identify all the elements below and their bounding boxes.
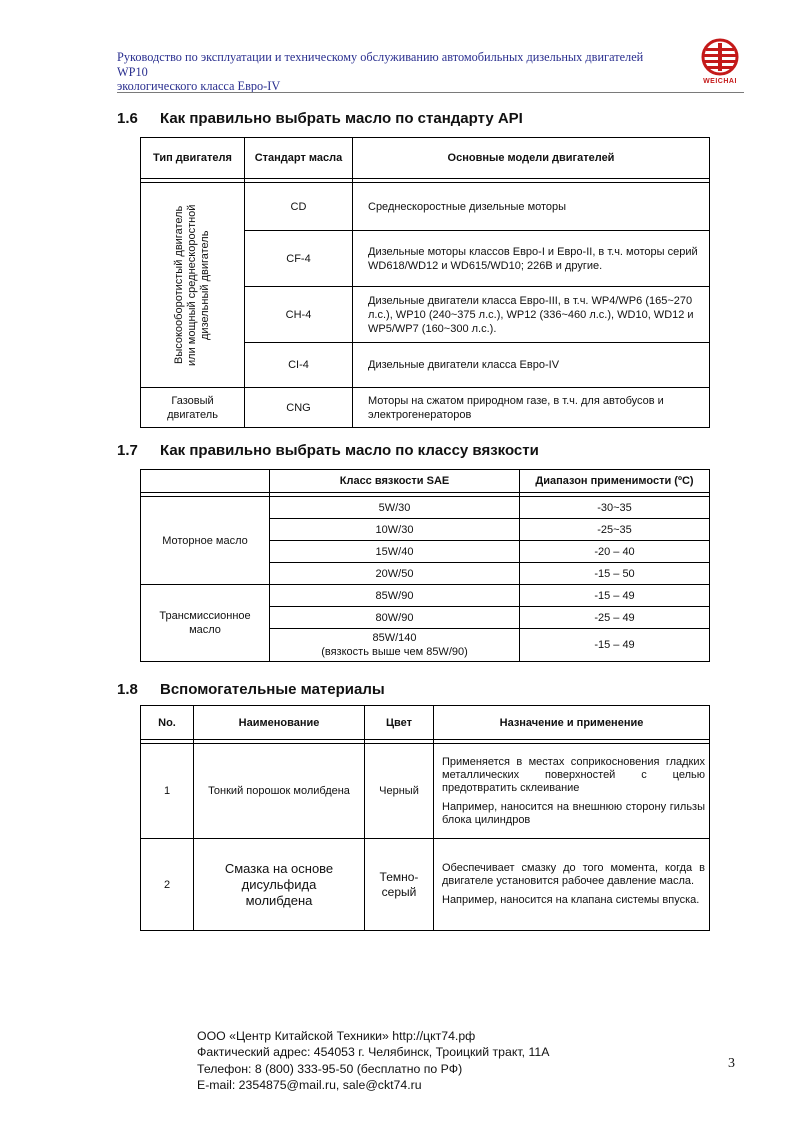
sae-class-cell — [270, 629, 520, 662]
transmission-oil-label: Трансмиссионное масло — [141, 585, 270, 662]
purpose-text: Обеспечивает смазку до того момента, когда в двигателе установится рабочее давление масла. — [442, 862, 705, 887]
footer-company: ООО «Центр Китайской Техники» http://цкт74.рф — [197, 1029, 476, 1043]
col-header-oil-standard: Стандарт масла — [245, 138, 353, 179]
header-divider — [117, 92, 744, 93]
col-header-temperature-range: Диапазон применимости (ºC) — [520, 470, 710, 493]
sae-class: 10W/30 — [270, 519, 520, 541]
section-number: 1.6 — [117, 110, 138, 127]
footer-address: Фактический адрес: 454053 г. Челябинск, Троицкий тракт, 11А — [197, 1045, 550, 1060]
purpose-text: Применяется в местах соприкосновения гладких металлических поверхностей с целью предотвратить склеивание — [442, 755, 705, 794]
weichai-logo-icon — [697, 38, 743, 90]
page-number: 3 — [728, 1056, 735, 1071]
col-header-number: No. — [141, 706, 194, 740]
sae-class: 5W/30 — [270, 497, 520, 519]
sae-class-note: (вязкость выше чем 85W/90) — [321, 646, 468, 658]
engine-type-group-cell — [141, 183, 245, 388]
footer-phone: Телефон: 8 (800) 333-95-50 (бесплатно по РФ) — [197, 1061, 463, 1076]
material-name: Тонкий порошок молибдена — [194, 744, 365, 839]
section-title: Как правильно выбрать масло по классу вязкости — [160, 442, 539, 459]
logo-text: WEICHAI — [703, 78, 737, 85]
sae-class: 85W/90 — [270, 585, 520, 607]
oil-standard: CF-4 — [245, 231, 353, 287]
section-1-6-heading — [117, 110, 523, 127]
auxiliary-materials-table — [140, 705, 710, 931]
oil-standard: CH-4 — [245, 287, 353, 343]
temperature-range: -25~35 — [520, 519, 710, 541]
engine-type-group: Высокооборотистый двигатель или мощный среднескоростной дизельный двигатель — [172, 204, 211, 366]
engine-models: Среднескоростные дизельные моторы — [353, 183, 710, 231]
temperature-range: -30~35 — [520, 497, 710, 519]
col-header-sae-class: Класс вязкости SAE — [270, 470, 520, 493]
example-text: Например, наносится на клапана системы впуска. — [442, 894, 700, 906]
header-line-2: экологического класса Евро-IV — [117, 79, 281, 93]
purpose-cell — [434, 839, 710, 931]
engine-type-gas: Газовый двигатель — [141, 388, 245, 428]
oil-standard: CD — [245, 183, 353, 231]
section-number: 1.8 — [117, 681, 138, 698]
temperature-range: -25 – 49 — [520, 607, 710, 629]
temperature-range: -15 – 49 — [520, 629, 710, 662]
footer-contacts — [197, 1028, 549, 1093]
sae-class: 80W/90 — [270, 607, 520, 629]
sae-class: 20W/50 — [270, 563, 520, 585]
temperature-range: -20 – 40 — [520, 541, 710, 563]
section-1-7-heading — [117, 442, 539, 459]
engine-models: Дизельные моторы классов Евро-I и Евро-II, в т.ч. моторы серий WD618/WD12 и WD615/WD10; 226B и другие. — [353, 231, 710, 287]
row-number: 1 — [141, 744, 194, 839]
temperature-range: -15 – 50 — [520, 563, 710, 585]
document-header — [117, 50, 677, 94]
col-header-name: Наименование — [194, 706, 365, 740]
col-header-engine-models: Основные модели двигателей — [353, 138, 710, 179]
col-header-engine-type: Тип двигателя — [141, 138, 245, 179]
sae-class: 85W/140 — [372, 632, 417, 644]
col-header-blank — [141, 470, 270, 493]
material-color: Черный — [365, 744, 434, 839]
oil-standard: CNG — [245, 388, 353, 428]
engine-models: Дизельные двигатели класса Евро-III, в т.ч. WP4/WP6 (165~270 л.с.), WP10 (240~375 л.с.), WP12 (336~460 л.с.), WD10, WD12 и WP5/WP7 (160~300 л.с.). — [353, 287, 710, 343]
section-title: Вспомогательные материалы — [160, 681, 385, 698]
temperature-range: -15 – 49 — [520, 585, 710, 607]
example-text: Например, наносится на внешнюю сторону гильзы блока цилиндров — [442, 800, 705, 826]
purpose-cell — [434, 744, 710, 839]
section-number: 1.7 — [117, 442, 138, 459]
material-name: Смазка на основе дисульфида молибдена — [194, 839, 365, 931]
oil-standard: CI-4 — [245, 343, 353, 388]
viscosity-table — [140, 469, 710, 662]
material-color: Темно-серый — [365, 839, 434, 931]
section-title: Как правильно выбрать масло по стандарту API — [160, 110, 523, 127]
engine-models: Моторы на сжатом природном газе, в т.ч. для автобусов и электрогенераторов — [353, 388, 710, 428]
footer-email: E-mail: 2354875@mail.ru, sale@ckt74.ru — [197, 1077, 422, 1092]
section-1-8-heading — [117, 681, 385, 698]
header-line-1: Руководство по эксплуатации и техническому обслуживанию автомобильных дизельных двигателей WP10 — [117, 50, 644, 79]
col-header-color: Цвет — [365, 706, 434, 740]
row-number: 2 — [141, 839, 194, 931]
col-header-purpose: Назначение и применение — [434, 706, 710, 740]
engine-models: Дизельные двигатели класса Евро-IV — [353, 343, 710, 388]
api-oil-table — [140, 137, 710, 428]
sae-class: 15W/40 — [270, 541, 520, 563]
motor-oil-label: Моторное масло — [141, 497, 270, 585]
